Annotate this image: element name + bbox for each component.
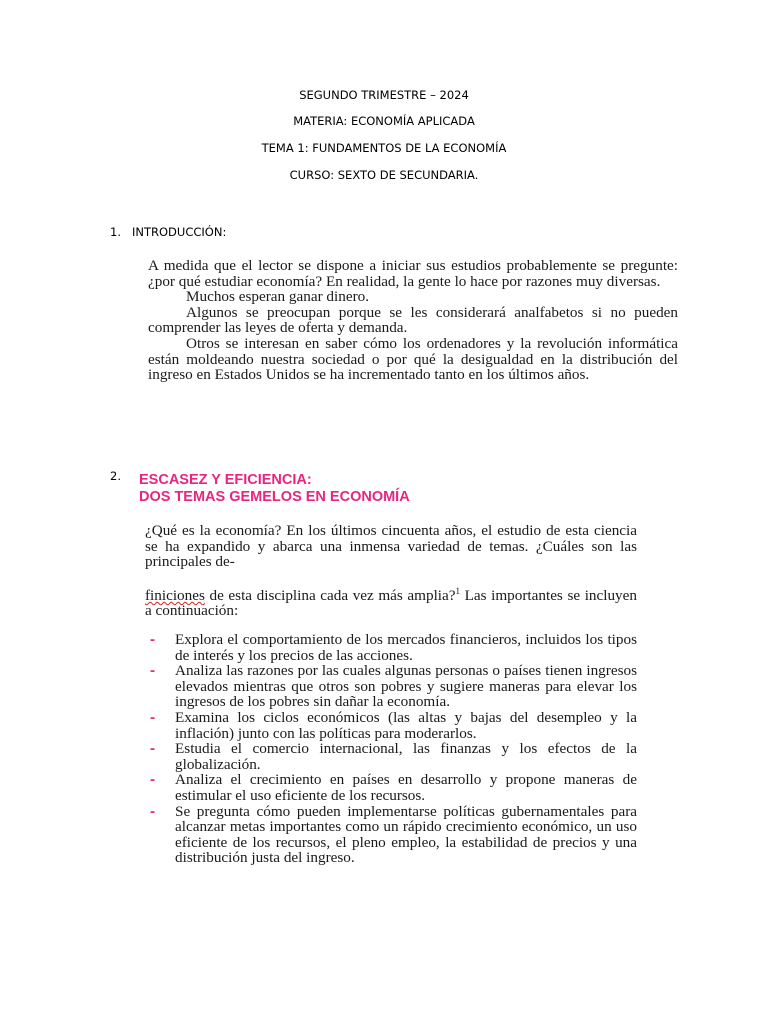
list-item [145,772,637,803]
intro-paragraph: Muchos esperan ganar dinero. [186,288,370,306]
list-item [145,741,637,772]
header-trimester: SEGUNDO TRIMESTRE – 2024 [299,88,469,102]
definitions-text-end: Las importantes se incluyen a continuación: [145,586,637,620]
bullet-dash-icon: - [150,802,156,820]
section1-title: INTRODUCCIÓN: [132,225,227,239]
economy-topics-list [145,632,637,866]
list-item [145,632,637,663]
economy-intro-paragraph: ¿Qué es la economía? En los últimos cincuenta años, el estudio de esta ciencia se ha expandido y abarca una inmensa variedad de temas. ¿Cuáles son las principales de- [145,522,637,571]
list-item [145,710,637,741]
list-item-text: Analiza el crecimiento en países en desarrollo y propone maneras de estimular el uso eficiente de los recursos. [175,771,637,804]
section2-heading-line1: ESCASEZ Y EFICIENCIA: [139,472,312,488]
list-item-text: Examina los ciclos económicos (las altas y bajas del desempleo y la inflación) junto con las políticas para moderarlos. [175,708,637,742]
intro-paragraph: Otros se interesan en saber cómo los ordenadores y la revolución informática están moldeando nuestra sociedad o por qué la desigualdad en la distribución del ingreso en Estados Unidos se ha incrementado tanto en los últimos años. [148,334,678,384]
intro-paragraph: Algunos se preocupan porque se les considerará analfabetos si no pueden comprender las leyes de oferta y demanda. [148,303,678,337]
economy-definitions-paragraph [145,584,637,619]
bullet-dash-icon: - [150,708,156,726]
bullet-dash-icon: - [150,771,156,789]
bullet-dash-icon: - [150,740,156,758]
header-topic: TEMA 1: FUNDAMENTOS DE LA ECONOMÍA [261,141,507,155]
section1-number: 1. [110,225,121,239]
list-item-text: Se pregunta cómo pueden implementarse políticas gubernamentales para alcanzar metas importantes como un rápido crecimiento económico, un uso eficiente de los recursos, el pleno empleo, la estabilidad de precios y una distribución justa del ingreso. [175,802,637,867]
definitions-text: de esta disciplina cada vez más amplia? [204,586,456,604]
footnote-marker: 1 [455,585,461,596]
bullet-dash-icon: - [150,631,156,648]
header-subject: MATERIA: ECONOMÍA APLICADA [293,114,475,128]
bullet-dash-icon: - [150,662,156,680]
intro-paragraph: A medida que el lector se dispone a iniciar sus estudios probablemente se pregunte: ¿por qué estudiar economía? En realidad, la gente lo hace por razones muy diversas. [148,257,678,290]
list-item-text: Analiza las razones por las cuales algunas personas o países tienen ingresos elevados mientras que otros son pobres y sugiere maneras para elevar los ingresos de los pobres sin dañar la economía. [175,662,637,711]
section2-number: 2. [110,469,121,483]
list-item-text: Explora el comportamiento de los mercados financieros, incluidos los tipos de interés y los precios de las acciones. [175,631,637,664]
economy-intro-text [145,523,637,619]
list-item [145,663,637,710]
list-item [145,804,637,866]
spell-underlined-word: finiciones [145,586,205,604]
list-item-text: Estudia el comercio internacional, las finanzas y los efectos de la globalización. [175,740,637,773]
header-course: CURSO: SEXTO DE SECUNDARIA. [289,168,479,182]
intro-scanned-text [148,258,678,383]
section2-heading-line2: DOS TEMAS GEMELOS EN ECONOMÍA [139,489,410,505]
section2-heading [139,472,410,506]
